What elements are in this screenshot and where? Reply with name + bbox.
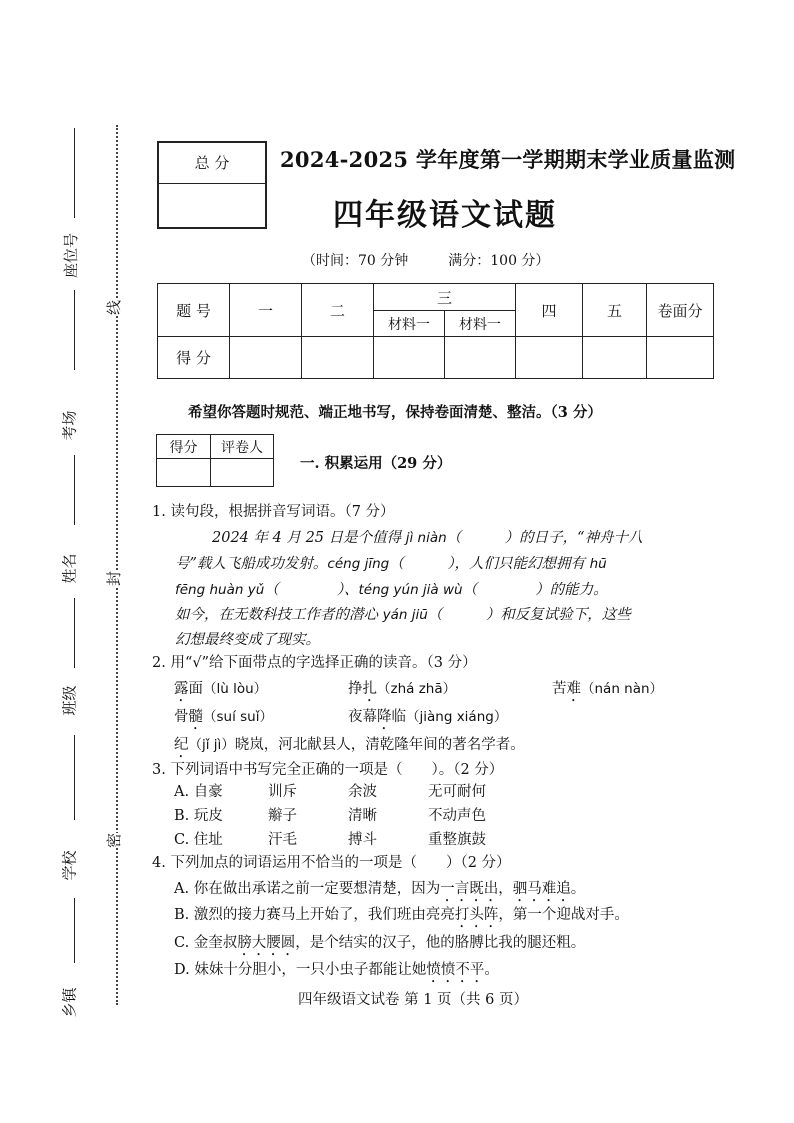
q2-word: 面 (188, 681, 203, 697)
q3-option-label[interactable]: C. 住址 (174, 832, 223, 848)
q2-row-2b (348, 705, 507, 733)
exam-title: 2024-2025 学年度第一学期期末学业质量监测 (280, 147, 736, 172)
grader-name-cell[interactable] (211, 459, 274, 487)
school-line-top (74, 735, 75, 820)
q1-text: （ ）、 (264, 582, 359, 598)
q4-text: B. 激烈的接力赛马上开始了，我们班由亮亮 (174, 907, 455, 923)
binding-dotted-line (116, 125, 118, 1005)
q3-option-label[interactable]: B. 玩皮 (174, 808, 223, 824)
col-3a: 材料一 (374, 311, 445, 337)
q4-text: ，是个结实的汉子，他的胳膊比我的腿还粗。 (295, 935, 586, 951)
q3-option-word: 余波 (348, 784, 377, 800)
pinyin: yán jiū (382, 607, 428, 623)
q4-option-b[interactable] (174, 903, 629, 931)
exam-time-info (302, 250, 549, 270)
q4-text: D. 妹妹十分胆小，一只小虫子都能让她 (174, 962, 427, 978)
q4-text: ，第一个迎战对手。 (498, 907, 629, 923)
page-footer: 四年级语文试卷 第 1 页（共 6 页） (298, 992, 528, 1008)
class-line-top (74, 598, 75, 668)
q2-row-1c (552, 677, 663, 705)
pinyin-choice[interactable]: （zhá zhā） (377, 681, 457, 697)
q1-line-5: 幻想最终变成了现实。 (175, 632, 320, 648)
total-score-box (157, 141, 267, 229)
col-1: 一 (230, 284, 302, 337)
q4-text: 。 (570, 881, 586, 897)
grader-name-label: 评卷人 (211, 435, 274, 459)
col-6: 卷面分 (647, 284, 714, 337)
dotted-phrase: 打头阵 (454, 907, 499, 923)
q4-text: C. 金奎叔 (174, 935, 238, 951)
q2-word: 挣 (348, 681, 363, 697)
q2-word: 骨 (174, 709, 189, 725)
q1-line-1 (212, 526, 643, 547)
q1-text: 2024 年 4 月 25 日是个值得 (212, 530, 406, 546)
grader-score-label: 得分 (157, 435, 211, 459)
dotted-char: 扎 (362, 681, 377, 697)
section-1-heading: 一. 积累运用（29 分） (300, 455, 452, 472)
grader-score-cell[interactable] (157, 459, 211, 487)
township-line-top (74, 898, 75, 963)
score-cell[interactable] (374, 337, 445, 379)
col-4: 四 (516, 284, 583, 337)
dotted-phrase: 膀大腰圆 (237, 935, 296, 951)
q2-row-2 (174, 705, 273, 733)
school-label: 学校 (60, 850, 79, 881)
col-2: 二 (302, 284, 374, 337)
dotted-char: 难 (566, 681, 581, 697)
writing-instruction: 希望你答题时规范、端正地书写，保持卷面清楚、整洁。（3 分） (188, 404, 602, 421)
score-cell[interactable] (445, 337, 516, 379)
dotted-char: 髓 (188, 709, 203, 725)
q4-option-d[interactable] (174, 958, 499, 986)
grader-table (156, 434, 274, 487)
q1-text: （ ）和反复试验下，这些 (427, 607, 631, 623)
seat-line (74, 128, 75, 218)
q1-line-2 (175, 552, 607, 573)
dotted-char: 纪 (174, 737, 189, 753)
pinyin-choice[interactable]: （jiàng xiáng） (406, 709, 508, 725)
row-label-score: 得 分 (158, 337, 230, 379)
q3-option-word: 不动声色 (428, 808, 486, 824)
q2-row-3 (174, 733, 525, 761)
dotted-char: 露 (174, 681, 189, 697)
seal-char-mi: 密 (101, 833, 126, 848)
dotted-phrase: 一言既出，驷马难追 (440, 881, 571, 897)
time-text: （时间：70 分钟 (302, 253, 409, 269)
score-cell[interactable] (647, 337, 714, 379)
q2-word: 苦 (552, 681, 567, 697)
exam-room-label: 考场 (60, 410, 79, 441)
q2-text: 晓岚，河北献县人，清乾隆年间的著名学者。 (234, 737, 525, 753)
seal-char-xian: 线 (101, 300, 126, 315)
pinyin: hū (589, 556, 607, 572)
pinyin-choice[interactable]: （suí suǐ） (203, 709, 273, 725)
name-label: 姓名 (60, 553, 79, 584)
full-score-text: 满分：100 分） (448, 253, 550, 269)
col-3: 三 (374, 284, 516, 311)
exam-room-line-top (74, 290, 75, 370)
q3-stem: 3. 下列词语中书写完全正确的一项是（ ）。（2 分） (152, 762, 504, 778)
pinyin-choice[interactable]: （nán nàn） (581, 681, 664, 697)
q1-line-3 (175, 578, 608, 599)
q4-text: 。 (484, 962, 499, 978)
score-cell[interactable] (516, 337, 583, 379)
pinyin-choice[interactable]: （jǐ jì） (188, 737, 235, 753)
q1-text: （ ），人们只能幻想拥有 (389, 556, 590, 572)
name-line-top (74, 455, 75, 525)
q4-option-c[interactable] (174, 931, 585, 959)
q3-option-word: 无可耐何 (428, 784, 486, 800)
seat-number-label: 座位号 (62, 232, 81, 279)
q3-option-word: 汗毛 (268, 832, 297, 848)
row-label-number: 题 号 (158, 284, 230, 337)
township-label: 乡镇 (60, 987, 79, 1018)
col-3b: 材料一 (445, 311, 516, 337)
pinyin-choice[interactable]: （lù lòu） (203, 681, 268, 697)
q3-option-word: 重整旗鼓 (428, 832, 486, 848)
total-score-label: 总 分 (159, 143, 265, 184)
pinyin: jì niàn (405, 530, 447, 546)
score-cell[interactable] (230, 337, 302, 379)
pinyin: fēng huàn yǔ (175, 582, 265, 598)
pinyin: céng jīng (327, 556, 390, 572)
q2-row-1 (174, 677, 267, 705)
q1-text: （ ）的日子，“神舟十八 (446, 530, 643, 546)
exam-subject-title: 四年级语文试题 (333, 198, 557, 233)
q3-option-label[interactable]: A. 自豪 (174, 784, 223, 800)
score-table (157, 283, 714, 379)
q4-stem: 4. 下列加点的词语运用不恰当的一项是（ ）（2 分） (152, 855, 511, 871)
q3-option-word: 训斥 (268, 784, 297, 800)
q3-option-word: 搏斗 (348, 832, 377, 848)
q2-word: 夜幕 (348, 709, 377, 725)
score-cell[interactable] (302, 337, 374, 379)
q1-text: 号”载人飞船成功发射。 (175, 556, 328, 572)
q4-option-a[interactable] (174, 877, 585, 905)
col-5: 五 (583, 284, 647, 337)
q2-stem: 2. 用“√”给下面带点的字选择正确的读音。（3 分） (152, 655, 477, 671)
q3-option-word: 辮子 (268, 808, 297, 824)
class-label: 班级 (60, 685, 79, 716)
dotted-char: 降 (377, 709, 392, 725)
q1-line-4 (175, 603, 631, 624)
q4-text: A. 你在做出承诺之前一定要想清楚，因为 (174, 881, 441, 897)
score-cell[interactable] (583, 337, 647, 379)
dotted-phrase: 愤愤不平 (426, 962, 485, 978)
q2-row-1b (348, 677, 456, 705)
q3-option-word: 清晰 (348, 808, 377, 824)
q1-text: （ ）的能力。 (462, 582, 608, 598)
q1-text: 如今，在无数科技工作者的潜心 (175, 607, 383, 623)
pinyin: téng yún jià wù (358, 582, 463, 598)
q1-stem: 1. 读句段，根据拼音写词语。（7 分） (152, 504, 395, 520)
q2-word: 临 (391, 709, 406, 725)
seal-char-feng: 封 (101, 571, 126, 586)
